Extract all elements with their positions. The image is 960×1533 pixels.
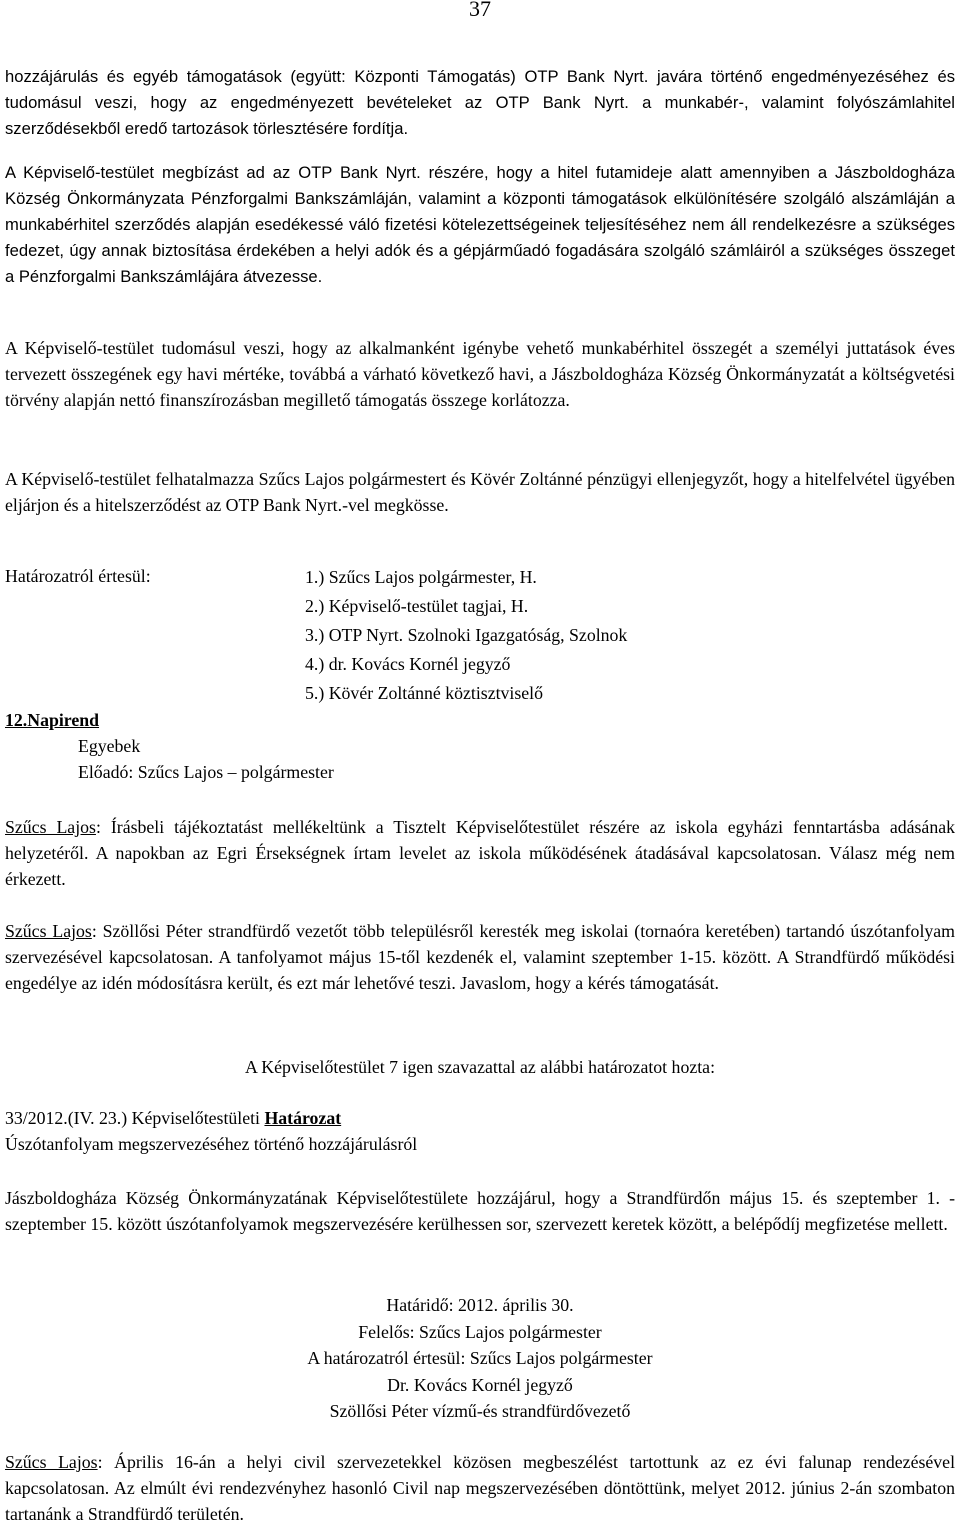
- speech-festival: [5, 1449, 955, 1527]
- speaker-name: Szűcs Lajos: [5, 921, 92, 941]
- agenda-title: Egyebek: [78, 736, 141, 756]
- speech-text: : Írásbeli tájékoztatást mellékeltünk a Tisztelt Képviselőtestület részére az iskola egyházi fenntartásba adásának helyzetéről. A napokban az Egri Érsekségnek írtam levelet az iskola működésének átadásával kapcsolatosan. Válasz még nem érkezett.: [5, 817, 955, 889]
- vote-line: A Képviselőtestület 7 igen szavazattal az alábbi határozatot hozta:: [244, 1057, 716, 1077]
- deadline-line: Határidő: 2012. április 30.: [386, 1295, 574, 1315]
- agenda-number: 12.Napirend: [5, 710, 100, 730]
- responsible-line: Felelős: Szűcs Lajos polgármester: [358, 1321, 602, 1342]
- paragraph-text: hozzájárulás és egyéb támogatások (együtt: Központi Támogatás) OTP Bank Nyrt. javára történő engedményezéséhez és tudomásul veszi, hogy az engedményezett bevételeket az OTP Bank Nyrt. a munkabér-, valamint folyószámlahitel szerződésekből eredő tartozások törlesztésére fordítja.: [5, 67, 955, 138]
- list-item: 5.) Kövér Zoltánné köztisztviselő: [305, 683, 544, 703]
- resolution-text: [5, 1185, 955, 1237]
- notify-label: Határozatról értesül:: [5, 566, 151, 586]
- speech-text: : Április 16-án a helyi civil szervezetekkel közösen megbeszélést tartottunk az ez évi falunap rendezésével kapcsolatosan. Az elmúlt évi rendezvényhez hasonló Civil nap megszervezésében döntöttünk, melyet 2012. június 2-án szombaton tartanánk a Strandfürdő területén.: [5, 1452, 956, 1524]
- notified-line: Dr. Kovács Kornél jegyző: [387, 1374, 573, 1395]
- notified-line: A határozatról értesül: Szűcs Lajos polgármester: [307, 1348, 653, 1368]
- notify-list: [305, 563, 627, 708]
- list-item: 1.) Szűcs Lajos polgármester, H.: [305, 567, 537, 587]
- speaker-name: Szűcs Lajos: [5, 1452, 98, 1472]
- resolution-subject: Úszótanfolyam megszervezéséhez történő hozzájárulásról: [5, 1134, 418, 1154]
- agenda-heading: [5, 707, 334, 785]
- paragraph-text: A Képviselő-testület tudomásul veszi, hogy az alkalmanként igénybe vehető munkabérhitel összegét a személyi juttatások éves tervezett összegének egy havi mértéke, továbbá a várható következő havi, a Jászboldogháza Község Önkormányzatát a költségvetési törvény alapján nettó finanszírozásban megillető támogatás összege korlátozza.: [5, 338, 955, 410]
- list-item: 2.) Képviselő-testület tagjai, H.: [305, 596, 529, 616]
- speech-text: : Szöllősi Péter strandfürdő vezetőt több településről keresték meg iskolai (tornaóra keretében) tartandó úszótanfolyam szervezésével kapcsolatosan. A tanfolyamot május 15-től kezdenék el, valamint szeptember 1-15. között. A Strandfürdő működési engedélye az idén módosításra került, és ezt már lehetővé teszi. Javaslom, hogy a kérés támogatását.: [5, 921, 955, 993]
- notified-line: Szöllősi Péter vízmű-és strandfürdővezető: [329, 1401, 631, 1421]
- resolution-number: 33/2012.(IV. 23.) Képviselőtestületi: [5, 1108, 265, 1128]
- speaker-name: Szűcs Lajos: [5, 817, 96, 837]
- page-number: 37: [469, 0, 491, 21]
- paragraph-text: A Képviselő-testület felhatalmazza Szűcs Lajos polgármestert és Kövér Zoltánné pénzügyi ellenjegyzőt, hogy a hitelfelvétel ügyében eljárjon és a hitelszerződést az OTP Bank Nyrt.-vel megkösse.: [5, 469, 955, 515]
- speech-swimming: [5, 918, 955, 996]
- resolution-label: Határozat: [264, 1108, 342, 1128]
- deadline-block: [0, 1292, 960, 1425]
- paragraph-assignment: [5, 64, 955, 142]
- list-item: 4.) dr. Kovács Kornél jegyző: [305, 654, 511, 674]
- resolution-heading: [5, 1105, 955, 1157]
- paragraph-text: A Képviselő-testület megbízást ad az OTP Bank Nyrt. részére, hogy a hitel futamideje alatt amennyiben a Jászboldogháza Község Önkormányzata Pénzforgalmi Bankszámláján, valamint a központi támogatások elkülönítésére szolgáló alszámláján a munkabérhitel szerződés alapján esedékessé váló fizetési kötelezettségeinek teljesítéséhez nem áll rendelkezésre a szükséges fedezet, úgy annak biztosítása érdekében a helyi adók és a gépjárműadó fogadására szolgáló számláiról a szükséges összeget a Pénzforgalmi Bankszámlájára átvezesse.: [5, 163, 955, 286]
- paragraph-text: Jászboldogháza Község Önkormányzatának Képviselőtestülete hozzájárul, hogy a Strandfürdőn május 15. és szeptember 1. - szeptember 15. között úszótanfolyamok megszervezésére kerülhessen sor, szervezett keretek között, a belépődíj megfizetése mellett.: [5, 1188, 955, 1234]
- paragraph-authorization: [5, 466, 955, 518]
- list-item: 3.) OTP Nyrt. Szolnoki Igazgatóság, Szolnok: [305, 625, 628, 645]
- speech-school: [5, 814, 955, 892]
- paragraph-mandate: [5, 160, 955, 290]
- agenda-presenter: Előadó: Szűcs Lajos – polgármester: [78, 762, 334, 782]
- paragraph-limit: [5, 335, 955, 413]
